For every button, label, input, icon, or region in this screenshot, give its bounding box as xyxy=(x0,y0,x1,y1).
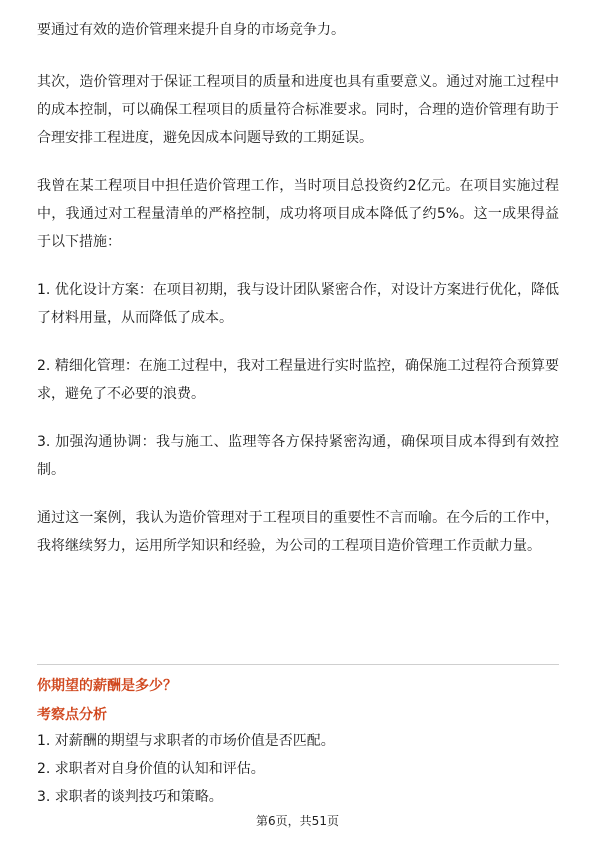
paragraph: 3. 加强沟通协调：我与施工、监理等各方保持紧密沟通，确保项目成本得到有效控制。 xyxy=(37,434,559,478)
page-number: 第6页，共51页 xyxy=(256,814,339,828)
paragraph: 要通过有效的造价管理来提升自身的市场竞争力。 xyxy=(37,22,345,38)
paragraph: 其次，造价管理对于保证工程项目的质量和进度也具有重要意义。通过对施工过程中的成本控制，可以确保工程项目的质量符合标准要求。同时，合理的造价管理有助于合理安排工程进度，避免因成本问题导致的工期延误。 xyxy=(37,74,559,146)
question-title: 你期望的薪酬是多少？ xyxy=(37,678,177,694)
section-divider xyxy=(37,664,559,665)
list-item: 2. 求职者对自身价值的认知和评估。 xyxy=(37,761,265,777)
list-item: 1. 对薪酬的期望与求职者的市场价值是否匹配。 xyxy=(37,733,335,749)
analysis-points xyxy=(37,731,335,815)
paragraph: 我曾在某工程项目中担任造价管理工作，当时项目总投资约2亿元。在项目实施过程中，我通过对工程量清单的严格控制，成功将项目成本降低了约5%。这一成果得益于以下措施： xyxy=(37,178,559,250)
paragraph: 2. 精细化管理：在施工过程中，我对工程量进行实时监控，确保施工过程符合预算要求，避免了不必要的浪费。 xyxy=(37,358,559,402)
answer-body xyxy=(37,16,559,580)
analysis-heading: 考察点分析 xyxy=(37,707,107,723)
list-item: 3. 求职者的谈判技巧和策略。 xyxy=(37,789,223,805)
paragraph: 通过这一案例，我认为造价管理对于工程项目的重要性不言而喻。在今后的工作中，我将继续努力，运用所学知识和经验，为公司的工程项目造价管理工作贡献力量。 xyxy=(37,510,559,554)
paragraph: 1. 优化设计方案：在项目初期，我与设计团队紧密合作，对设计方案进行优化，降低了材料用量，从而降低了成本。 xyxy=(37,282,559,326)
